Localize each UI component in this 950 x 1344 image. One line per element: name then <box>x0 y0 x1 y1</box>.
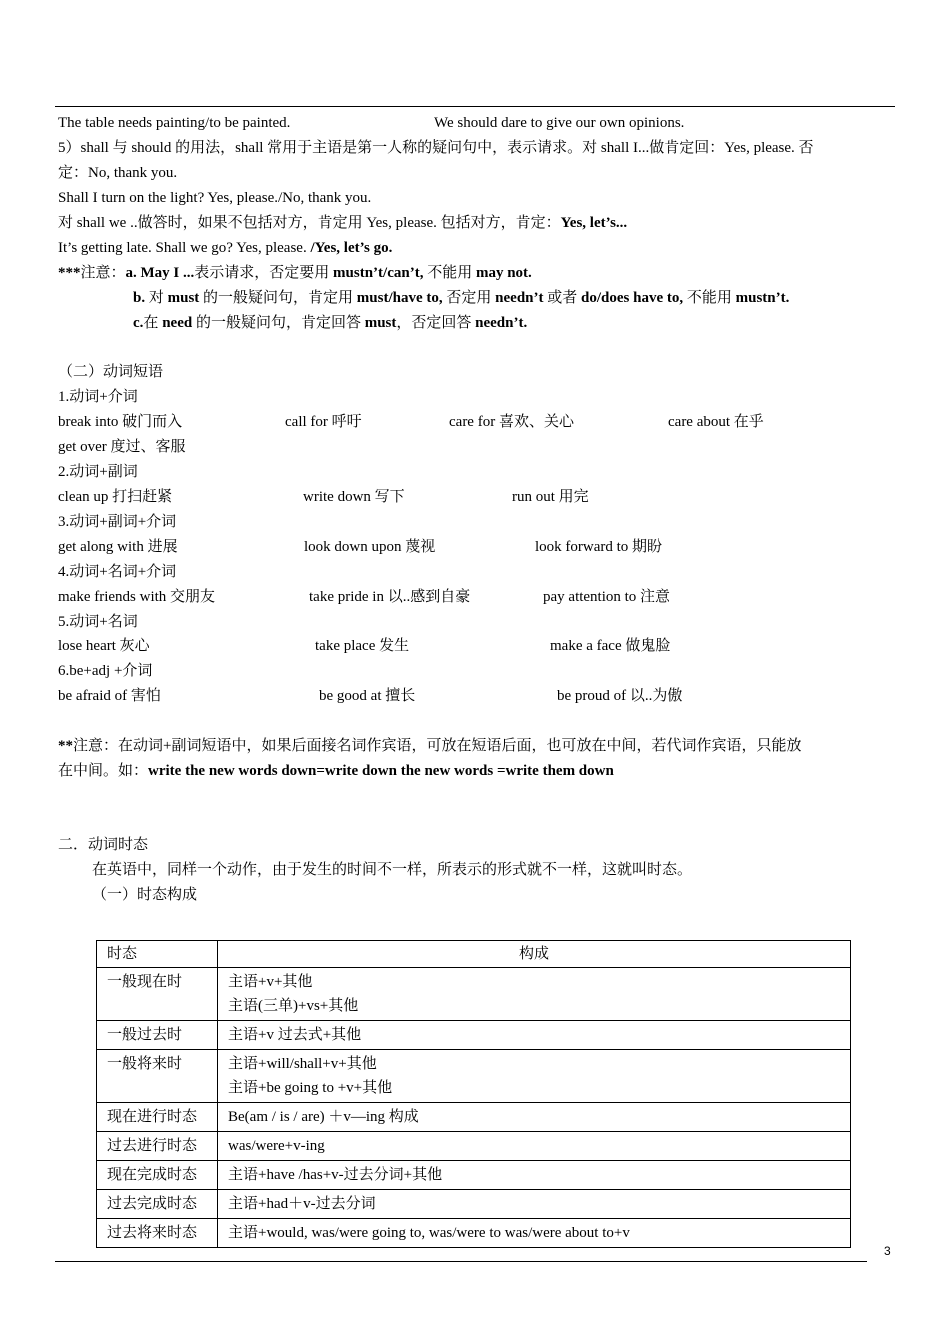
phrase-item: lose heart 灰心 <box>58 638 150 654</box>
phrase-group-3-title: 3.动词+副词+介词 <box>58 514 177 530</box>
phrase-item: look down upon 蔑视 <box>304 539 436 555</box>
shall-we-text: 对 shall we ..做答时，如果不包括对方，肯定用 Yes, please. 包括对方，肯定： <box>58 215 561 231</box>
tense-form <box>218 1219 851 1248</box>
tense-form-line: 主语+have /has+v-过去分词+其他 <box>228 1167 443 1183</box>
phrase-note-line2 <box>58 761 614 781</box>
header-rule <box>55 106 895 107</box>
tense-form-line: 主语+v+其他 <box>228 974 313 990</box>
phrase-group-4-title: 4.动词+名词+介词 <box>58 564 177 580</box>
phrase-item: write down 写下 <box>303 489 405 505</box>
note-a-bold-3: may not. <box>475 265 532 281</box>
phrases-heading: （二）动词短语 <box>58 364 164 380</box>
phrase-note-example: write the new words down=write down the new words =write them down <box>148 763 614 779</box>
phrase-item: pay attention to 注意 <box>543 589 671 605</box>
note-b-bold-3: must/have to, <box>356 290 443 306</box>
phrase-group-1-title: 1.动词+介词 <box>58 389 138 405</box>
note-b-bold-1: b. <box>133 290 146 306</box>
table-header-row <box>97 941 851 968</box>
phrase-item: make a face 做鬼脸 <box>550 638 671 654</box>
phrase-group-5-title: 5.动词+名词 <box>58 614 138 630</box>
phrase-item: take place 发生 <box>315 638 410 654</box>
shall-paragraph-line2: 定：No, thank you. <box>58 165 178 181</box>
tenses-heading: 二．动词时态 <box>58 837 149 853</box>
tense-form-line: 主语+would, was/were going to, was/were to was/were about to+v <box>228 1225 630 1241</box>
note-c-bold-4: needn’t. <box>475 315 528 331</box>
note-b-text-4: 或者 <box>543 290 582 306</box>
tense-form-line: 主语(三单)+vs+其他 <box>228 998 359 1014</box>
phrase-note-text-2: 在中间。如： <box>58 763 149 779</box>
phrase-item: clean up 打扫赶紧 <box>58 489 173 505</box>
phrase-item: care about 在乎 <box>668 414 764 430</box>
table-row <box>97 1132 851 1161</box>
note-b <box>133 288 789 308</box>
phrase-item: make friends with 交朋友 <box>58 589 216 605</box>
tense-name: 一般现在时 <box>97 968 218 1021</box>
note-a-text-1: 表示请求，否定要用 <box>194 265 334 281</box>
note-b-text-2: 的一般疑问句，肯定用 <box>199 290 357 306</box>
note-c-text-3: ，否定回答 <box>396 315 476 331</box>
phrase-item: be good at 擅长 <box>319 688 416 704</box>
phrase-note-line1 <box>58 736 801 756</box>
note-b-text-1: 对 <box>145 290 168 306</box>
table-header-tense: 时态 <box>97 941 218 968</box>
phrase-item: get over 度过、客服 <box>58 439 186 455</box>
tense-form-line: Be(am / is / are) ＋v—ing 构成 <box>228 1109 419 1125</box>
shall-example-2-bold: /Yes, let’s go. <box>310 240 393 256</box>
note-c-bold-1: c. <box>133 315 144 331</box>
tense-form <box>218 968 851 1021</box>
table-row <box>97 1103 851 1132</box>
tense-form <box>218 1050 851 1103</box>
table-row <box>97 968 851 1021</box>
tense-name: 现在完成时态 <box>97 1161 218 1190</box>
note-a-bold-2: mustn’t/can’t, <box>333 265 424 281</box>
table-row <box>97 1021 851 1050</box>
tense-name: 一般将来时 <box>97 1050 218 1103</box>
tense-form <box>218 1021 851 1050</box>
tense-name: 过去完成时态 <box>97 1190 218 1219</box>
phrase-item: break into 破门而入 <box>58 414 183 430</box>
shall-example-2-text: It’s getting late. Shall we go? Yes, please. <box>58 240 311 256</box>
shall-example-1: Shall I turn on the light? Yes, please./No, thank you. <box>58 190 372 206</box>
tense-form-line: 主语+be going to +v+其他 <box>228 1080 393 1096</box>
phrase-item: take pride in 以..感到自豪 <box>309 589 471 605</box>
phrase-item: get along with 进展 <box>58 539 178 555</box>
note-b-text-5: 不能用 <box>683 290 736 306</box>
phrase-item: be afraid of 害怕 <box>58 688 161 704</box>
example-a: The table needs painting/to be painted. <box>58 115 291 131</box>
note-c-text-1: 在 <box>143 315 163 331</box>
footer-rule <box>55 1261 867 1262</box>
shall-we-bold: Yes, let’s... <box>560 215 628 231</box>
note-a <box>58 263 532 283</box>
example-b: We should dare to give our own opinions. <box>434 115 685 131</box>
note-c-bold-3: must <box>364 315 397 331</box>
tense-name: 一般过去时 <box>97 1021 218 1050</box>
note-a-text-2: 不能用 <box>423 265 476 281</box>
note-b-bold-6: mustn’t. <box>735 290 790 306</box>
note-b-bold-4: needn’t <box>495 290 544 306</box>
table-row <box>97 1050 851 1103</box>
note-c-text-2: 的一般疑问句，肯定回答 <box>192 315 365 331</box>
table-row <box>97 1161 851 1190</box>
tense-form <box>218 1190 851 1219</box>
phrase-item: care for 喜欢、关心 <box>449 414 574 430</box>
note-b-bold-5: do/does have to, <box>581 290 684 306</box>
tenses-sub-heading: （一）时态构成 <box>92 887 198 903</box>
phrase-item: look forward to 期盼 <box>535 539 663 555</box>
tense-form <box>218 1103 851 1132</box>
tense-form-line: 主语+will/shall+v+其他 <box>228 1056 377 1072</box>
note-c-bold-2: need <box>162 315 193 331</box>
tense-form-line: was/were+v-ing <box>228 1138 325 1154</box>
tense-form <box>218 1132 851 1161</box>
shall-example-2 <box>58 238 392 258</box>
table-row <box>97 1219 851 1248</box>
phrase-item: run out 用完 <box>512 489 589 505</box>
tense-name: 过去进行时态 <box>97 1132 218 1161</box>
note-b-text-3: 否定用 <box>442 290 496 306</box>
table-row <box>97 1190 851 1219</box>
phrase-note-stars: ** <box>58 738 73 754</box>
note-c <box>133 313 527 333</box>
note-label: 注意： <box>80 265 126 281</box>
shall-paragraph-line1: 5）shall 与 should 的用法，shall 常用于主语是第一人称的疑问句中，表示请求。对 shall I...做肯定回：Yes, please. 否 <box>58 140 814 156</box>
tense-table <box>96 940 851 1248</box>
phrase-item: be proud of 以..为傲 <box>557 688 683 704</box>
note-a-bold-1: a. May I ... <box>125 265 195 281</box>
tense-form-line: 主语+had＋v-过去分词 <box>228 1196 376 1212</box>
note-stars: *** <box>58 265 81 281</box>
phrase-item: call for 呼吁 <box>285 414 362 430</box>
phrase-group-6-title: 6.be+adj +介词 <box>58 663 153 679</box>
tense-form <box>218 1161 851 1190</box>
phrase-note-text: 注意：在动词+副词短语中，如果后面接名词作宾语，可放在短语后面，也可放在中间，若代词作宾语，只能放 <box>73 738 802 754</box>
tense-name: 过去将来时态 <box>97 1219 218 1248</box>
note-b-bold-2: must <box>167 290 200 306</box>
phrase-group-2-title: 2.动词+副词 <box>58 464 138 480</box>
tense-form-line: 主语+v 过去式+其他 <box>228 1027 362 1043</box>
example-line <box>58 113 290 133</box>
shall-we-paragraph <box>58 213 627 233</box>
tense-name: 现在进行时态 <box>97 1103 218 1132</box>
tenses-intro: 在英语中，同样一个动作，由于发生的时间不一样，所表示的形式就不一样，这就叫时态。 <box>92 862 693 878</box>
table-header-form: 构成 <box>218 941 851 968</box>
page-number: 3 <box>884 1244 891 1258</box>
